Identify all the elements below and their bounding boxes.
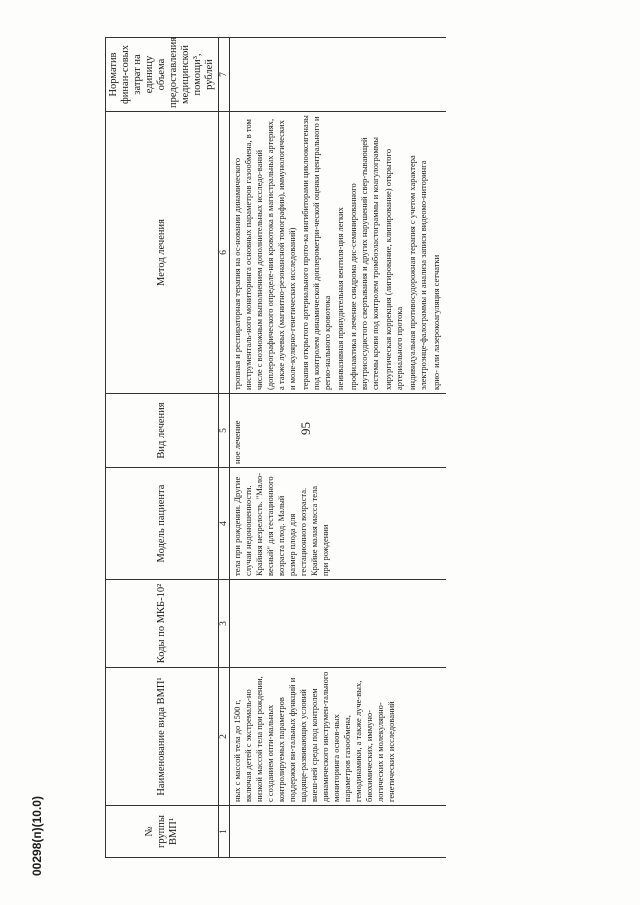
header-treatment-type: Вид лечения [106, 394, 219, 468]
column-number-row [219, 38, 230, 858]
header-treatment-method: Метод лечения [106, 112, 219, 394]
method-item: профилактика и лечение синдрома дис-семинированного внутрисосудистого свертывания и других нарушений свер-тывающей системы крови под контролем тромбоэластограммы и коагулограммы [348, 136, 380, 390]
method-item: крио- или лазерокоагуляция сетчатки [431, 254, 441, 390]
vmp-table [105, 37, 446, 858]
header-row [106, 38, 219, 858]
column-number: 4 [219, 468, 230, 580]
cell-treatment-type: ное лечение [230, 394, 447, 468]
document-code: 00298(п)(10.0) [30, 796, 44, 876]
column-number: 1 [219, 806, 230, 858]
header-cost-norm: Норматив финан-совых затрат на единицу объема предоставления медицинской помощи³, рублей [106, 38, 219, 112]
header-patient-model: Модель пациента [106, 468, 219, 580]
header-group-number: № группы ВМП¹ [106, 806, 219, 858]
method-item: индивидуальная противосудорожная терапия с учетом характера электроэнце-фалограммы и анализа записи видеомо-ниторинга [407, 155, 428, 390]
cell-cost [230, 38, 447, 112]
rotated-table-container [105, 38, 640, 858]
column-number: 5 [219, 394, 230, 468]
method-item: тропная и респираторная терапия на ос-новании динамического инструменталь-ного мониторинга основных параметров газообмена, в том числе с возможным выполнением дополнительных исследо-ваний (доплерографического определе-ния кровотока в магистральных артериях, а также лучевых (магнитно-резонансной томографии), иммунологических и моле-кулярно-генетических исследований) [232, 118, 297, 390]
header-vmp-name: Наименование вида ВМП¹ [106, 668, 219, 806]
cell-vmp-name: ных с массой тела до 1500 г, включая детей с экстремаль-но низкой массой тела при рождении, с созданием опти-мальных контролируемых параметров поддержки ви-тальных функций и щадяще-развивающих условий внеш-ней среды под контролем динамического инструмен-тального мониторинга основ-ных параметров газообмена, гемодинамики, а также луче-вых, биохимических, иммуно-логических и молекулярно-генетических исследований [230, 668, 447, 806]
cell-group [230, 806, 447, 858]
cell-icd-codes [230, 580, 447, 668]
column-number: 7 [219, 38, 230, 112]
method-item: хирургическая коррекция (лигирование, клипирование) открытого артериального протока [383, 148, 404, 390]
method-item: терапия открытого артериального прото-ка ингибиторами циклооксигеназы под контролем динамической доплерометри-ческой оценки центрального и регио-нального кровотока [300, 115, 332, 390]
column-number: 6 [219, 112, 230, 394]
cell-patient-model: тела при рождении. Другие случаи недоношенности. Крайняя незрелость. "Мало-весный" для гестационного возраста плод. Малый размер плода для гестационного возраста. Крайне малая масса тела при рождении [230, 468, 447, 580]
column-number: 2 [219, 668, 230, 806]
header-icd-codes: Коды по МКБ-10² [106, 580, 219, 668]
column-number: 3 [219, 580, 230, 668]
cell-treatment-methods [230, 112, 447, 394]
page-number: 95 [298, 422, 313, 435]
table-row [230, 38, 447, 858]
method-item: неинвазивная принудительная вентиля-ция легких [335, 207, 345, 390]
